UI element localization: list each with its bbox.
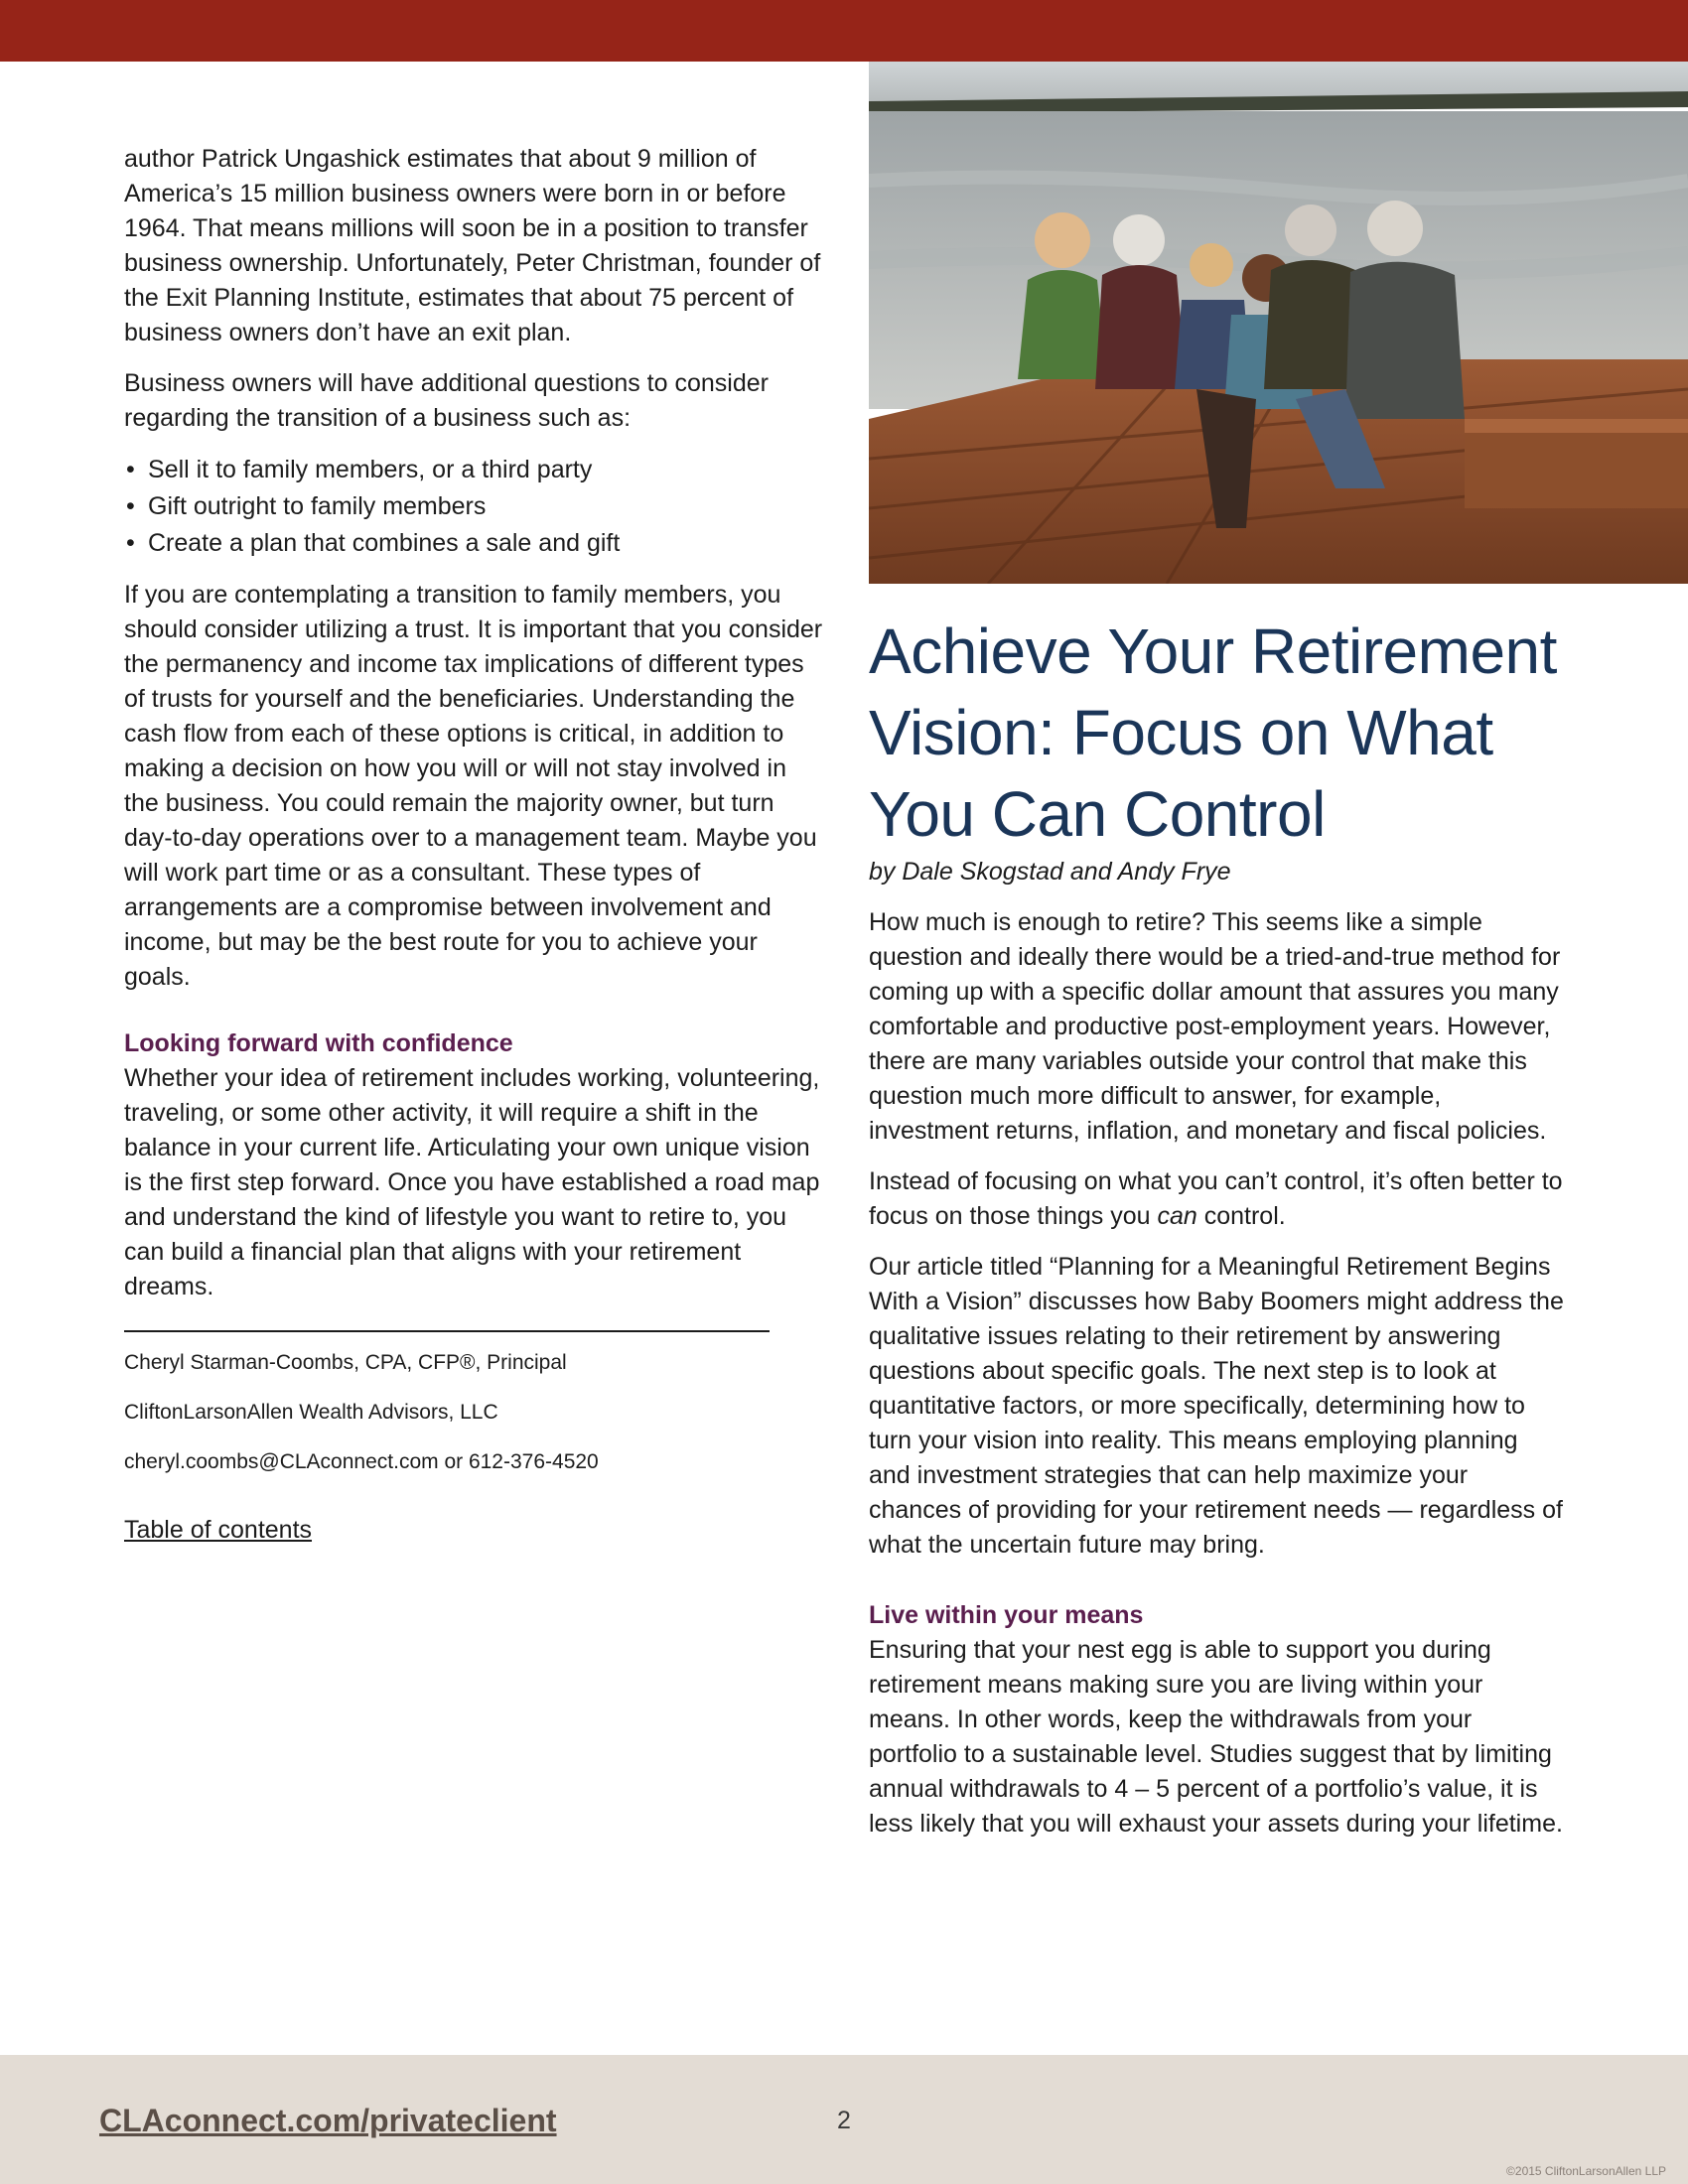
right-paragraph-3: Our article titled “Planning for a Meaningful Retirement Begins With a Vision” discusses how Baby Boomers might address the qualitative issues relating to their retirement by answering questions about specific goals. The next step is to look at quantitative factors, or more specifically, determining how to turn your vision into reality. This means employing planning and investment strategies that can help maximize your chances of providing for your retirement needs — regardless of what the uncertain future may bring. xyxy=(869,1253,1564,1559)
list-item: • Sell it to family members, or a third party xyxy=(124,452,824,488)
right-paragraph-4: Ensuring that your nest egg is able to support you during retirement means making sure you are living within your means. In other words, keep the withdrawals from your portfolio to a sustainable level. Studies suggest that by limiting annual withdrawals to 4 – 5 percent of a portfolio’s value, it is less likely that you will exhaust your assets during your lifetime. xyxy=(869,1636,1563,1838)
family-dock-photo xyxy=(869,62,1688,584)
author-company: CliftonLarsonAllen Wealth Advisors, LLC xyxy=(124,1401,498,1424)
right-paragraph-2 xyxy=(869,1164,1564,1234)
author-contact[interactable]: cheryl.coombs@CLAconnect.com or 612-376-4520 xyxy=(124,1450,599,1473)
signature-divider xyxy=(124,1330,770,1332)
transition-options-list xyxy=(124,452,824,562)
copyright-notice: ©2015 CliftonLarsonAllen LLP xyxy=(1506,2164,1666,2178)
page-number: 2 xyxy=(837,2107,851,2134)
list-item: • Gift outright to family members xyxy=(124,488,824,525)
left-paragraph-1: author Patrick Ungashick estimates that about 9 million of America’s 15 million business owners were born in or before 1964. That means millions will soon be in a position to transfer business ownership. Unfortunately, Peter Christman, founder of the Exit Planning Institute, estimates that about 75 percent of business owners don’t have an exit plan. xyxy=(124,145,821,346)
left-paragraph-3: If you are contemplating a transition to family members, you should consider utilizing a trust. It is important that you consider the permanency and income tax implications of different types of trusts for yourself and the beneficiaries. Understanding the cash flow from each of these options is critical, in addition to making a decision on how you will or will not stay involved in the business. You could remain the majority owner, but turn day-to-day operations over to a management team. Maybe you will work part time or as a consultant. These types of arrangements are a compromise between involvement and income, but may be the best route for you to achieve your goals. xyxy=(124,581,823,991)
right-paragraph-1: How much is enough to retire? This seems like a simple question and ideally there would be a tried-and-true method for coming up with a specific dollar amount that assures you many comfortable and productive post-employment years. However, there are many variables outside your control that make this question much more difficult to answer, for example, investment returns, inflation, and monetary and fiscal policies. xyxy=(869,908,1561,1145)
right-column xyxy=(869,611,1564,1857)
section-heading-means: Live within your means xyxy=(869,1601,1144,1629)
author-name: Cheryl Starman-Coombs, CPA, CFP®, Principal xyxy=(124,1351,567,1374)
left-paragraph-4: Whether your idea of retirement includes working, volunteering, traveling, or some other activity, it will require a shift in the balance in your current life. Articulating your own unique vision is the first step forward. Once you have established a road map and understand the kind of lifestyle you want to retire to, you can build a financial plan that aligns with your retirement dreams. xyxy=(124,1064,820,1300)
page-footer xyxy=(0,2055,1688,2184)
left-column xyxy=(124,142,824,1548)
right-paragraph-2-text: Instead of focusing on what you can’t control, it’s often better to focus on those things you xyxy=(869,1167,1563,1230)
section-heading-confidence: Looking forward with confidence xyxy=(124,1029,513,1057)
left-paragraph-2: Business owners will have additional questions to consider regarding the transition of a business such as: xyxy=(124,369,769,432)
list-item: • Create a plan that combines a sale and gift xyxy=(124,525,824,562)
emphasis-can: can xyxy=(1157,1202,1197,1230)
right-paragraph-2-end: control. xyxy=(1196,1202,1286,1230)
article-headline: Achieve Your Retirement Vision: Focus on What You Can Control xyxy=(869,615,1557,850)
website-link[interactable]: CLAconnect.com/privateclient xyxy=(99,2103,557,2138)
top-banner xyxy=(0,0,1688,62)
family-dock-photo-illustration xyxy=(869,62,1688,584)
table-of-contents-link[interactable]: Table of contents xyxy=(124,1516,313,1544)
article-byline: by Dale Skogstad and Andy Frye xyxy=(869,858,1231,886)
